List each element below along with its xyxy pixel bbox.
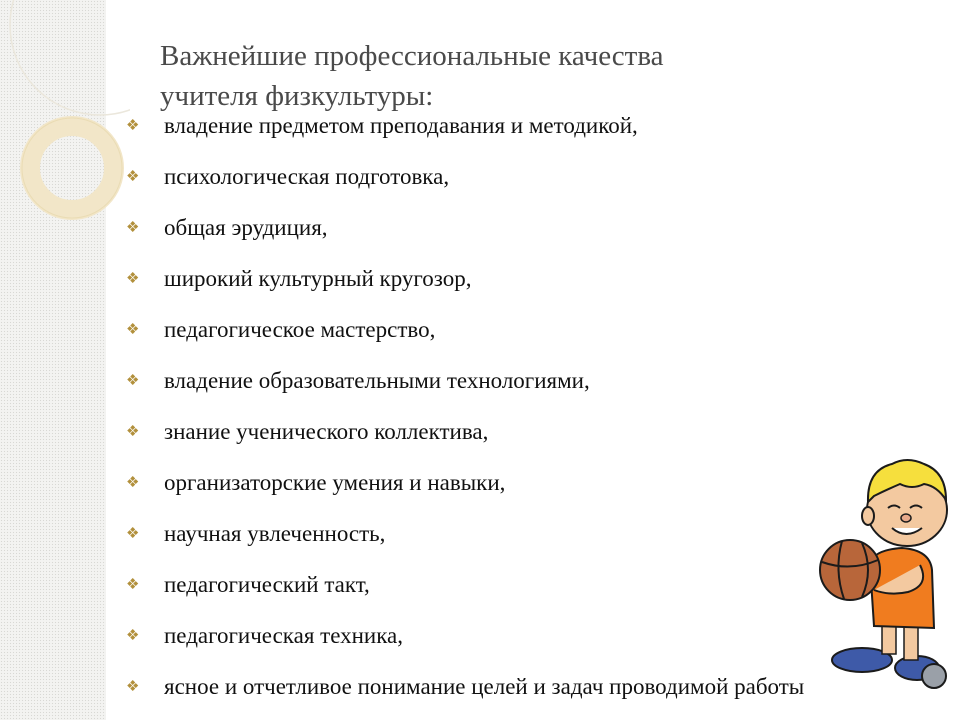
diamond-bullet-icon: ❖ (126, 475, 140, 491)
diamond-bullet-icon: ❖ (126, 169, 140, 185)
list-item: ❖ педагогическая техника, (126, 618, 926, 669)
list-item: ❖ владение предметом преподавания и методикой, (126, 108, 926, 159)
list-item: ❖ широкий культурный кругозор, (126, 261, 926, 312)
slide-title (160, 36, 860, 116)
title-line-1: Важнейшие профессиональные качества (160, 40, 664, 72)
diamond-bullet-icon: ❖ (126, 628, 140, 644)
list-item: ❖ ясное и отчетливое понимание целей и задач проводимой работы (126, 669, 926, 702)
list-item: ❖ научная увлеченность, (126, 516, 926, 567)
diamond-bullet-icon: ❖ (126, 118, 140, 134)
decorative-rings (0, 0, 130, 240)
title-line-2: учителя физкультуры: (160, 80, 434, 112)
list-item: ❖ педагогическое мастерство, (126, 312, 926, 363)
diamond-bullet-icon: ❖ (126, 679, 140, 695)
list-item: ❖ владение образовательными технологиями, (126, 363, 926, 414)
list-item: ❖ общая эрудиция, (126, 210, 926, 261)
diamond-bullet-icon: ❖ (126, 373, 140, 389)
qualities-list (126, 108, 926, 702)
diamond-bullet-icon: ❖ (126, 220, 140, 236)
list-item: ❖ знание ученического коллектива, (126, 414, 926, 465)
list-item: ❖ педагогический такт, (126, 567, 926, 618)
diamond-bullet-icon: ❖ (126, 577, 140, 593)
boy-with-basketball-illustration (812, 450, 952, 700)
diamond-bullet-icon: ❖ (126, 526, 140, 542)
diamond-bullet-icon: ❖ (126, 271, 140, 287)
diamond-bullet-icon: ❖ (126, 322, 140, 338)
list-item: ❖ психологическая подготовка, (126, 159, 926, 210)
diamond-bullet-icon: ❖ (126, 424, 140, 440)
list-item: ❖ организаторские умения и навыки, (126, 465, 926, 516)
